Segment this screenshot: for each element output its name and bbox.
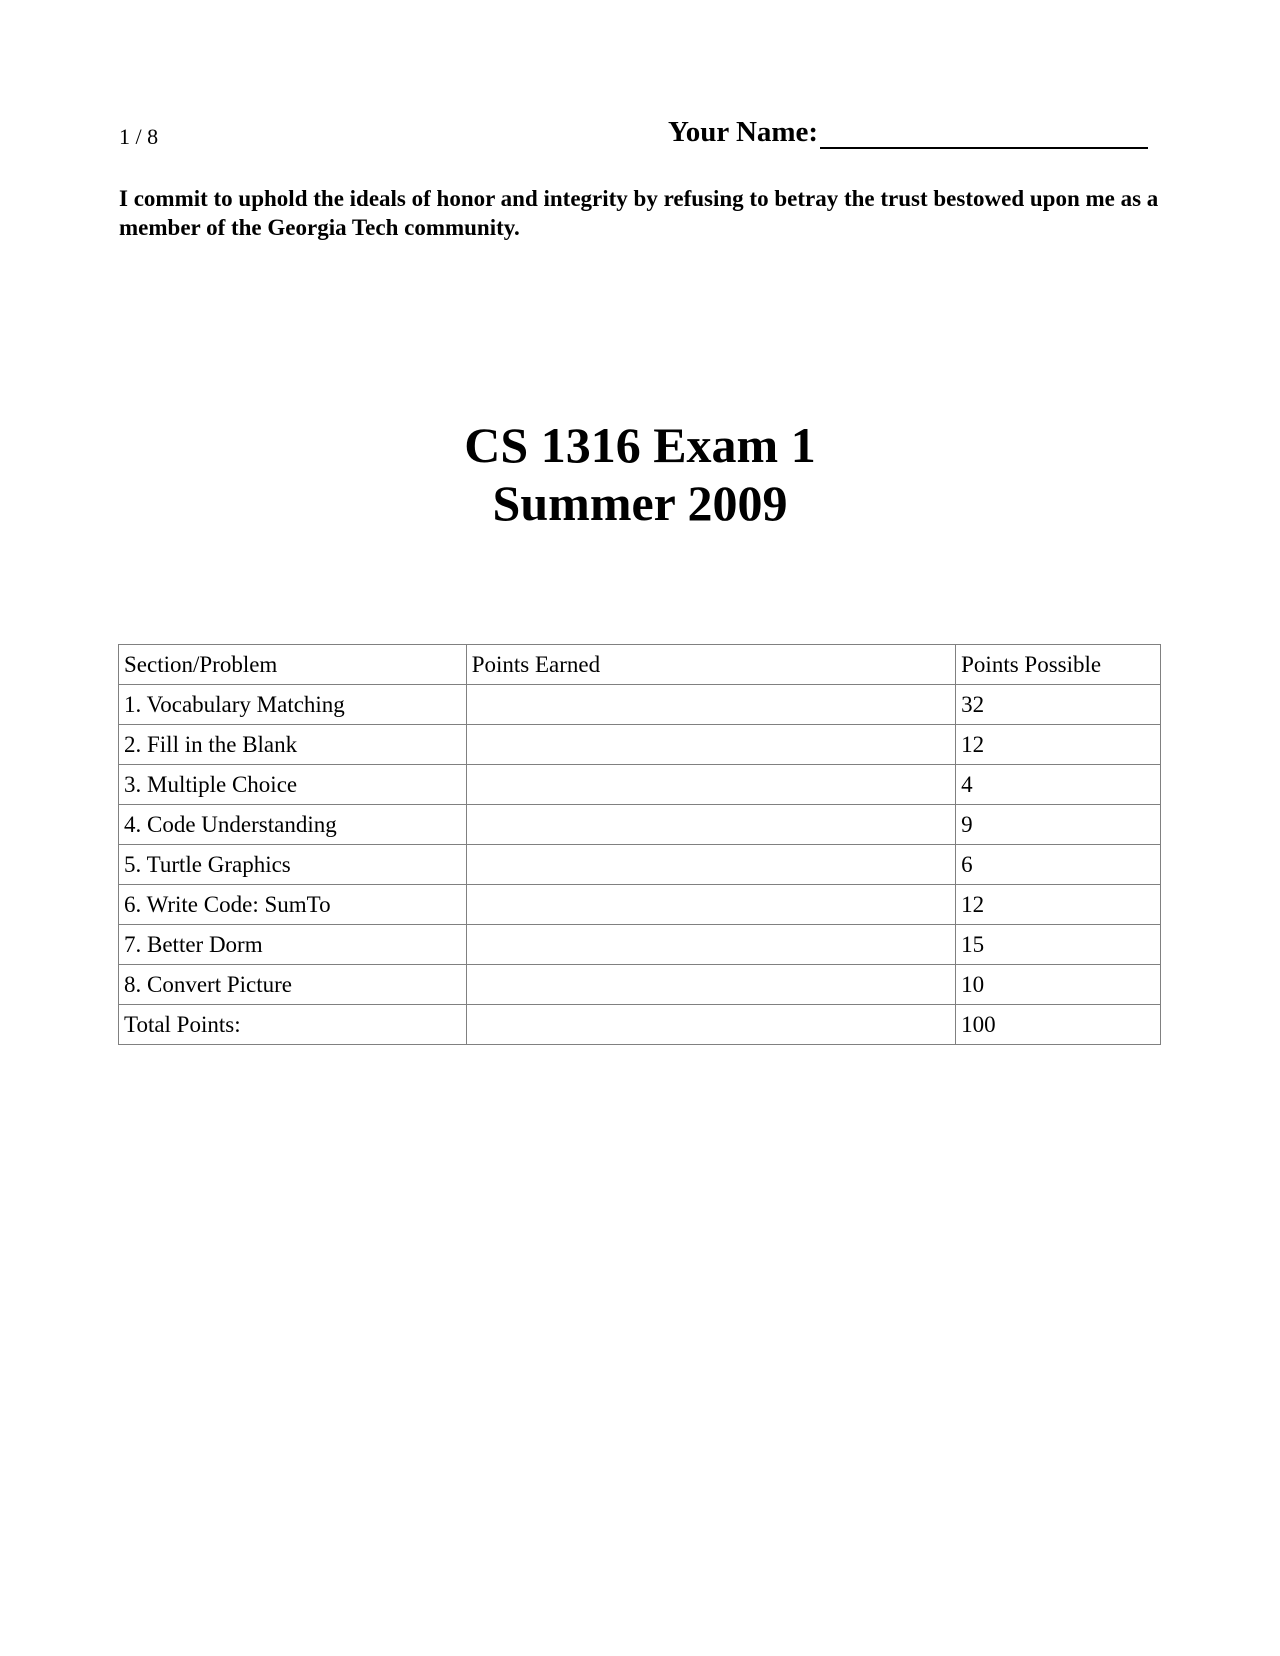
row-points-earned[interactable] [466, 1005, 955, 1045]
row-points-earned[interactable] [466, 965, 955, 1005]
grade-table [118, 644, 1161, 1045]
row-points-possible: 9 [956, 805, 1161, 845]
name-field [668, 116, 1148, 149]
row-points-earned[interactable] [466, 685, 955, 725]
table-row [119, 805, 1161, 845]
row-points-earned[interactable] [466, 845, 955, 885]
row-section: 2. Fill in the Blank [119, 725, 467, 765]
name-label: Your Name: [668, 116, 819, 148]
row-points-possible: 10 [956, 965, 1161, 1005]
table-row [119, 725, 1161, 765]
row-section: 7. Better Dorm [119, 925, 467, 965]
row-section: 8. Convert Picture [119, 965, 467, 1005]
row-points-earned[interactable] [466, 765, 955, 805]
row-points-earned[interactable] [466, 725, 955, 765]
row-points-possible: 100 [956, 1005, 1161, 1045]
header-points-possible: Points Possible [956, 645, 1161, 685]
row-section: 6. Write Code: SumTo [119, 885, 467, 925]
header-section-problem: Section/Problem [119, 645, 467, 685]
page-number: 1 / 8 [119, 124, 159, 149]
row-points-possible: 6 [956, 845, 1161, 885]
row-section: Total Points: [119, 1005, 467, 1045]
row-section: 1. Vocabulary Matching [119, 685, 467, 725]
table-row [119, 965, 1161, 1005]
row-points-possible: 12 [956, 885, 1161, 925]
table-row [119, 925, 1161, 965]
row-section: 3. Multiple Choice [119, 765, 467, 805]
table-header-row [119, 645, 1161, 685]
row-points-possible: 15 [956, 925, 1161, 965]
table-row [119, 885, 1161, 925]
table-row [119, 765, 1161, 805]
name-blank-line[interactable] [820, 117, 1148, 149]
row-points-earned[interactable] [466, 925, 955, 965]
row-section: 4. Code Understanding [119, 805, 467, 845]
exam-term: Summer 2009 [492, 475, 788, 531]
table-total-row [119, 1005, 1161, 1045]
row-points-possible: 32 [956, 685, 1161, 725]
honor-statement: I commit to uphold the ideals of honor and integrity by refusing to betray the trust bestowed upon me as a member of the Georgia Tech community. [119, 186, 1159, 240]
exam-title: CS 1316 Exam 1 [464, 417, 816, 473]
row-points-possible: 4 [956, 765, 1161, 805]
table-row [119, 845, 1161, 885]
header-points-earned: Points Earned [466, 645, 955, 685]
row-points-earned[interactable] [466, 885, 955, 925]
row-points-possible: 12 [956, 725, 1161, 765]
table-row [119, 685, 1161, 725]
row-points-earned[interactable] [466, 805, 955, 845]
row-section: 5. Turtle Graphics [119, 845, 467, 885]
